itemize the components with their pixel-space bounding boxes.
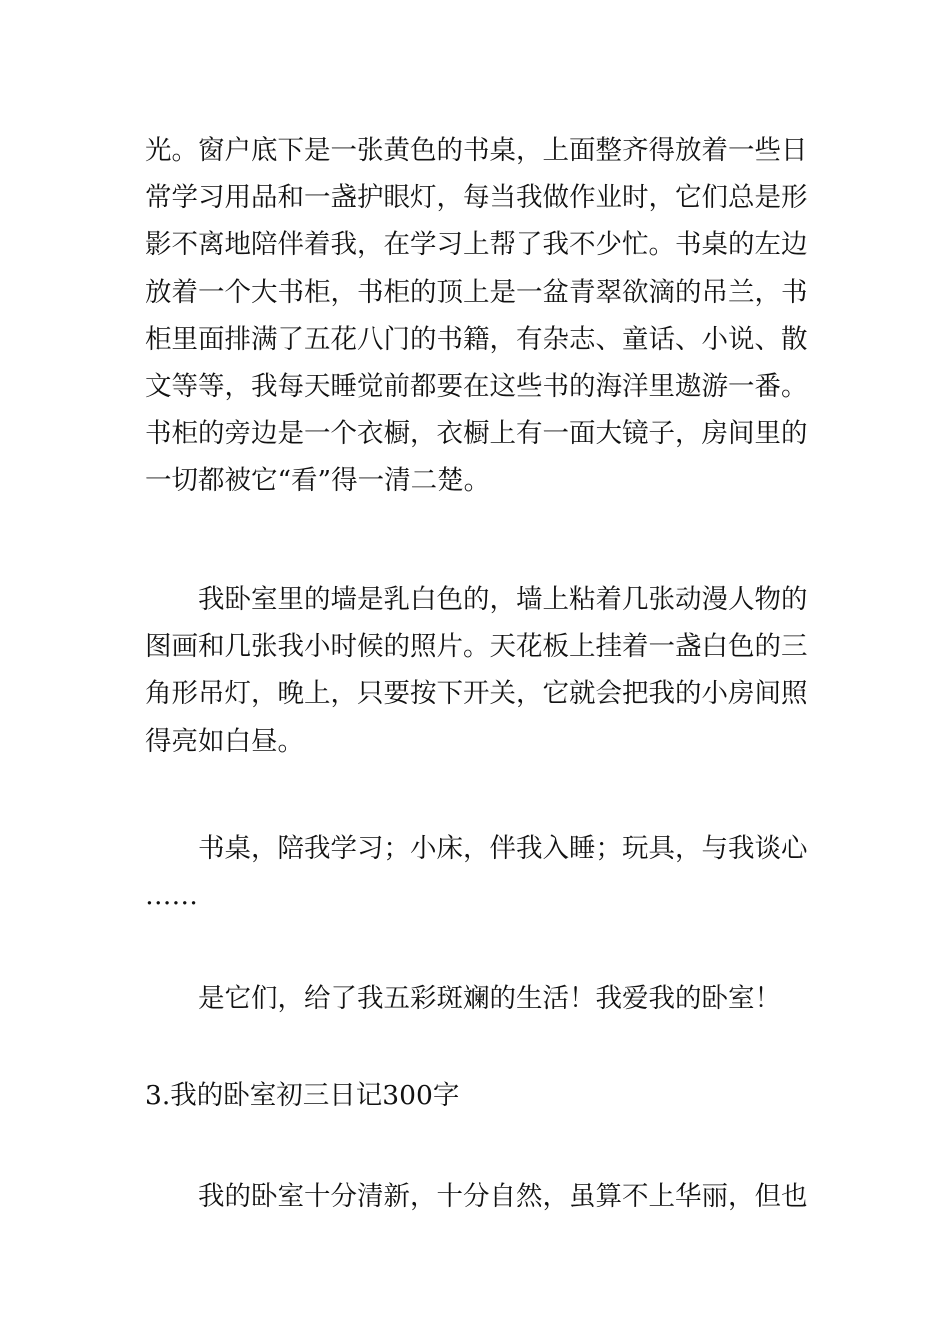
- text-line: 角形吊灯，晚上，只要按下开关，它就会把我的小房间照: [145, 678, 808, 710]
- text-line: 一切都被它“看”得一清二楚。: [145, 465, 491, 497]
- paragraph-conclusion: [145, 975, 805, 1022]
- text-line: 书桌，陪我学习；小床，伴我入睡；玩具，与我谈心: [198, 833, 808, 864]
- paragraph-walls: [145, 576, 808, 765]
- paragraph-companions: [145, 825, 808, 919]
- text-line: 常学习用品和一盏护眼灯，每当我做作业时，它们总是形: [145, 182, 808, 214]
- paragraph-bedroom-intro: [145, 1173, 808, 1220]
- text-line: 柜里面排满了五花八门的书籍，有杂志、童话、小说、散: [145, 323, 808, 355]
- text-line: 我卧室里的墙是乳白色的，墙上粘着几张动漫人物的: [198, 584, 808, 615]
- text-line: 我的卧室十分清新，十分自然，虽算不上华丽，但也: [198, 1181, 808, 1212]
- section-heading: [145, 1072, 805, 1119]
- text-line: 是它们，给了我五彩斑斓的生活！我爱我的卧室！: [198, 983, 781, 1014]
- text-line: 影不离地陪伴着我，在学习上帮了我不少忙。书桌的左边: [145, 229, 808, 261]
- text-line: ……: [145, 880, 198, 912]
- heading-text: 3.我的卧室初三日记300字: [145, 1080, 460, 1111]
- text-line: 书柜的旁边是一个衣橱，衣橱上有一面大镜子，房间里的: [145, 418, 808, 450]
- text-line: 得亮如白昼。: [145, 725, 304, 757]
- paragraph-continuation: [145, 127, 808, 505]
- text-line: 文等等，我每天睡觉前都要在这些书的海洋里遨游一番。: [145, 371, 808, 403]
- text-line: 放着一个大书柜，书柜的顶上是一盆青翠欲滴的吊兰，书: [145, 276, 808, 308]
- text-line: 图画和几张我小时候的照片。天花板上挂着一盏白色的三: [145, 631, 808, 663]
- text-line: 光。窗户底下是一张黄色的书桌，上面整齐得放着一些日: [145, 135, 808, 166]
